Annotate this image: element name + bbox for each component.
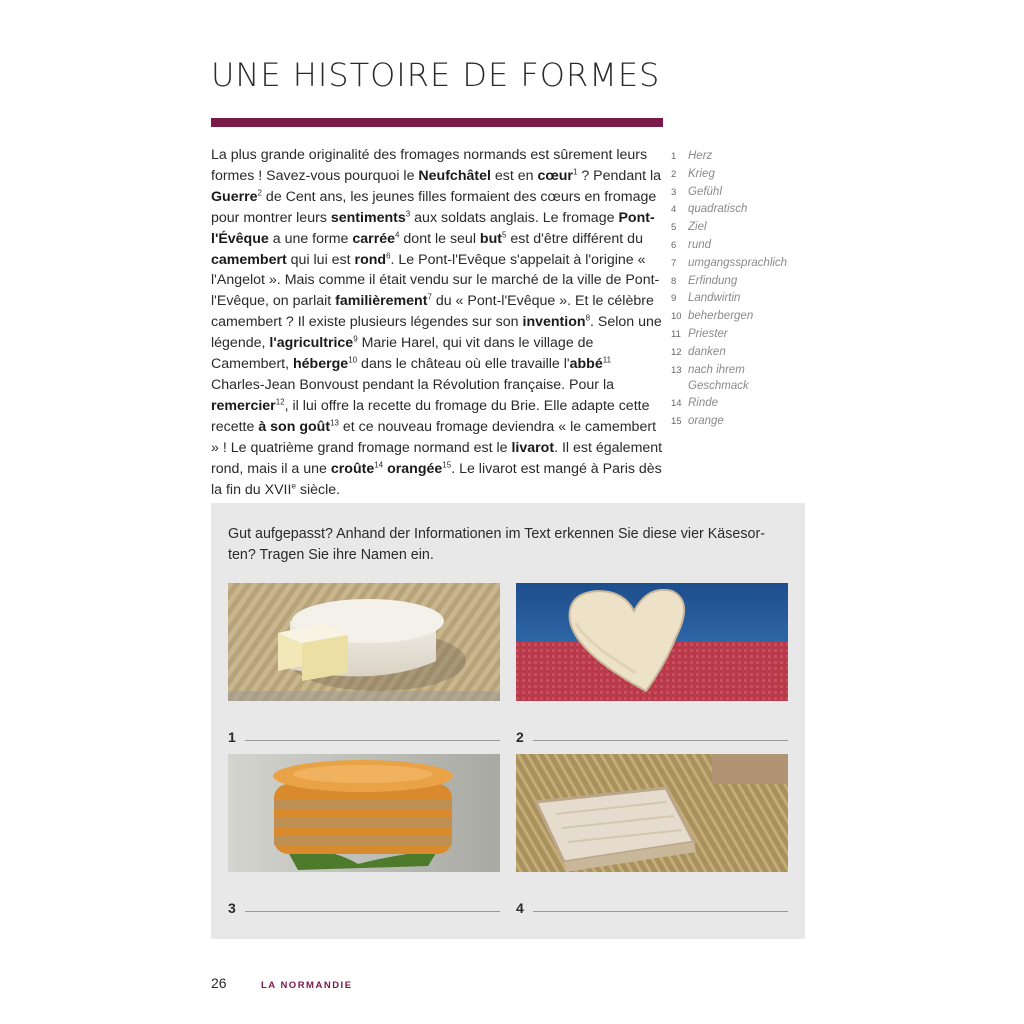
glossary-entry: 6 rund	[671, 238, 712, 251]
glossary-entry: 10 beherbergen	[671, 310, 754, 323]
exercise-prompt: Gut aufgepasst? Anhand der Informationen im Text erkennen Sie diese vier Käsesor-ten? Tragen Sie ihre Namen ein.	[228, 526, 765, 563]
glossary-entry: 8 Erfindung	[671, 274, 738, 287]
page-number: 26	[211, 975, 227, 991]
answer-line-4[interactable]	[533, 911, 788, 912]
answer-number-1: 1	[228, 729, 236, 745]
glossary-entry: 13 nach ihrem Geschmack	[671, 363, 749, 393]
glossary-entry: 14 Rinde	[671, 397, 719, 410]
glossary-entry: 2 Krieg	[671, 167, 715, 180]
cheese-photo-2	[516, 583, 788, 701]
glossary	[671, 148, 821, 431]
answer-line-3[interactable]	[245, 911, 500, 912]
answer-line-2[interactable]	[533, 740, 788, 741]
glossary-entry: 4 quadratisch	[671, 203, 748, 216]
chapter-label: LA NORMANDIE	[261, 980, 353, 991]
answer-line-1[interactable]	[245, 740, 500, 741]
glossary-entry: 7 umgangssprachlich	[671, 256, 788, 269]
glossary-entry: 11 Priester	[671, 327, 728, 340]
answer-number-4: 4	[516, 900, 524, 916]
cheese-photo-3	[228, 754, 500, 872]
glossary-entry: 12 danken	[671, 345, 726, 358]
main-text: La plus grande originalité des fromages normands est sûrement leurs formes ! Savez-vous pourquoi le Neufchâtel est en cœur$^1$ ? Pendant la Guerre$^2$ de Cent ans, les jeunes filles formaient des cœurs en fromage pour montrer leurs sentiments$^3$ aux soldats anglais. Le fromage Pont-l'Évêque a une forme carrée$^4$ dont le seul but$^5$ est d'être différent du camembert qui lui est rond$^6$. Le Pont-l'Evêque s'appelait à l'origine « l'Angelot ». Mais comme il était vendu sur le marché de la ville de Pont-l'Evêque, on parlait familièrement$^7$ du « Pont-l'Evêque ». Et le célèbre camembert ? Il existe plusieurs légendes sur son invention$^8$. Selon une légende, l'agricultrice$^9$ Marie Harel, qui vit dans le village de Camembert, héberge$^{10}$ dans le château où elle travaille l'abbé$^{11}$ Charles-Jean Bonvoust pendant la Révolution française. Pour la remercier$^{12}$, il lui offre la recette du fromage du Brie. Elle adapte cette recette à son goût$^{13}$ et ce nouveau fromage deviendra « le camembert » ! Le quatrième grand fromage normand est le livarot. Il est également rond, mais il a une croûte$^{14}$ orangée$^{15}$. Le livarot est mangé à Paris dès la fin du XVIIe siècle.	[211, 147, 663, 498]
page-title: UNE HISTOIRE DE FORMES	[211, 56, 661, 94]
cheese-photo-4	[516, 754, 788, 872]
glossary-entry: 1 Herz	[671, 150, 713, 162]
glossary-entry: 5 Ziel	[671, 221, 707, 234]
exercise-box	[211, 503, 805, 939]
title-underline	[211, 118, 663, 127]
answer-number-3: 3	[228, 900, 236, 916]
answer-number-2: 2	[516, 729, 524, 745]
glossary-entry: 3 Gefühl	[671, 185, 722, 198]
glossary-entry: 15 orange	[671, 414, 724, 427]
glossary-entry: 9 Landwirtin	[671, 292, 741, 305]
cheese-photo-1	[228, 583, 500, 701]
